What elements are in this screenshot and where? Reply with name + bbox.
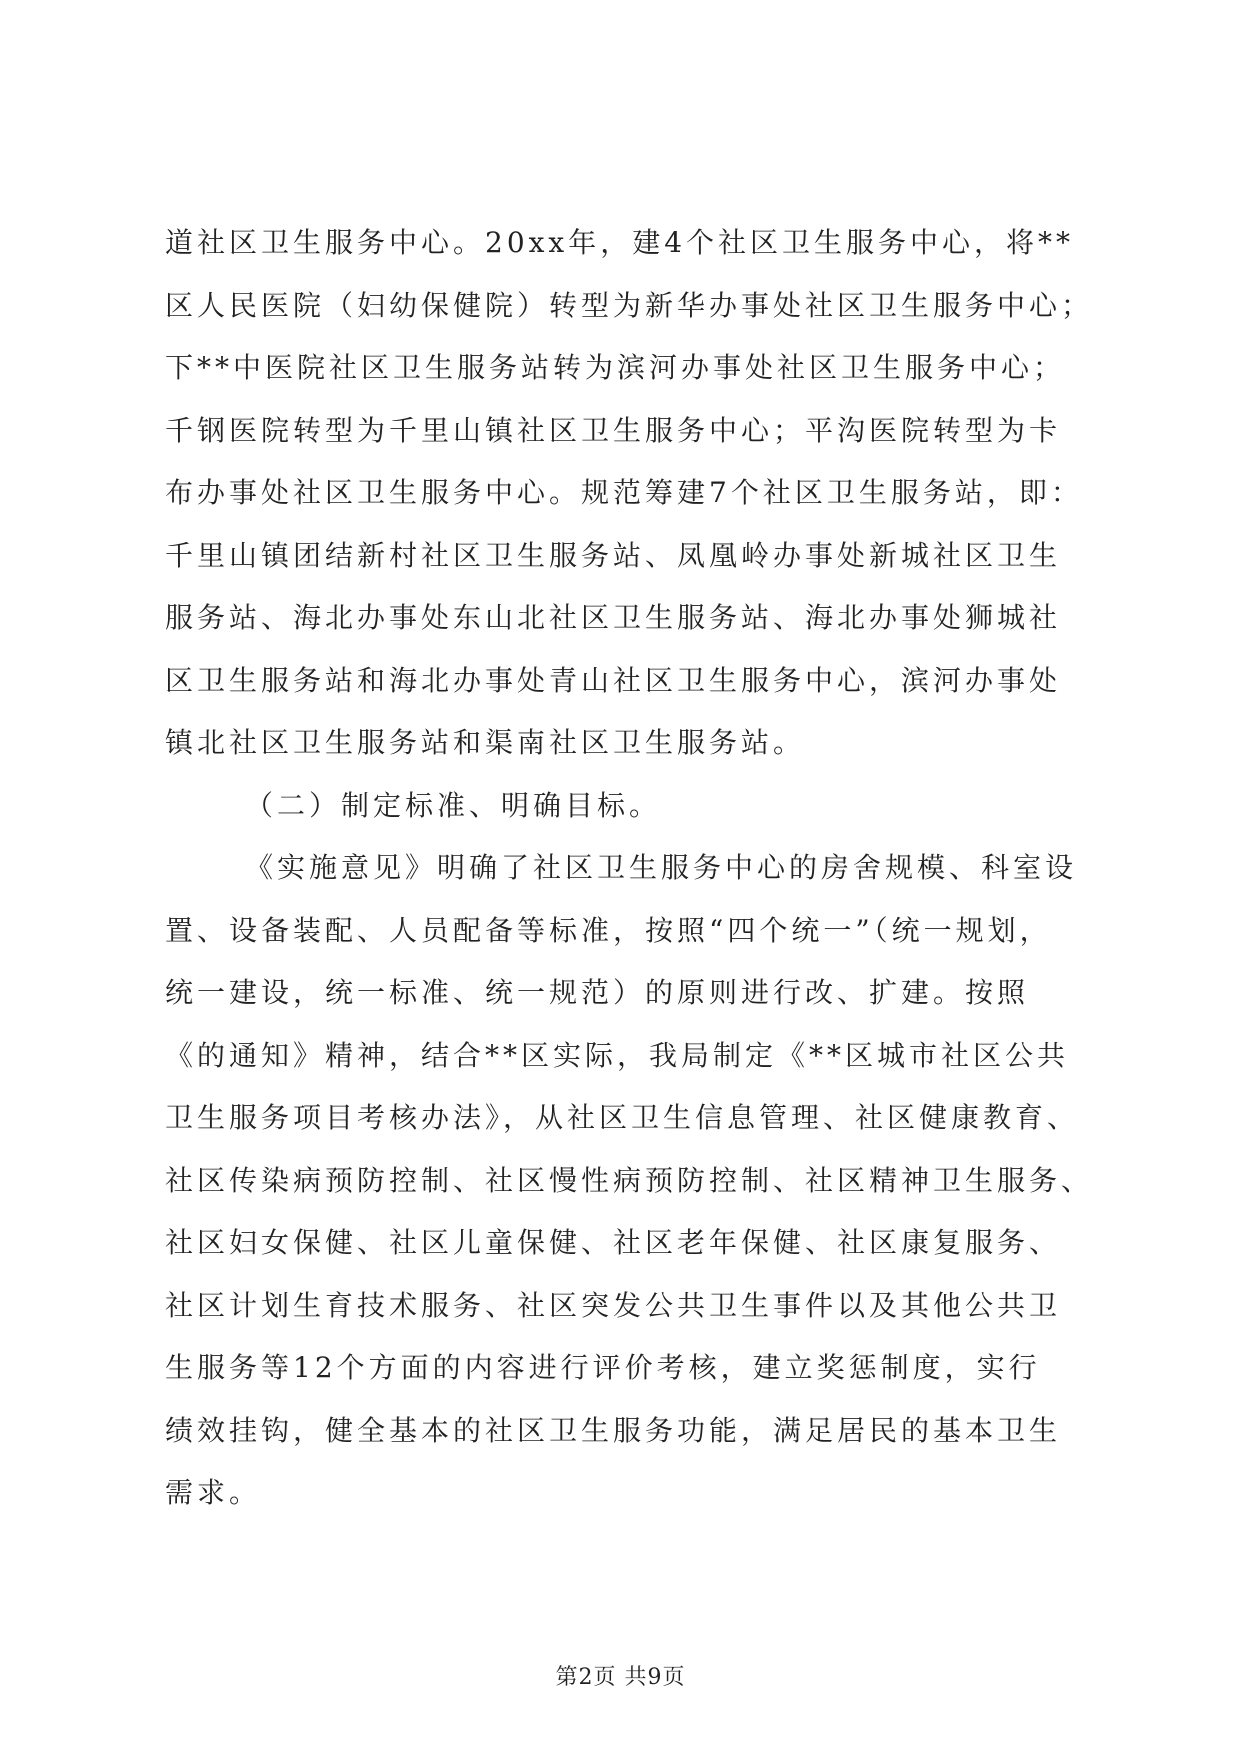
text-line: 区人民医院（妇幼保健院）转型为新华办事处社区卫生服务中心；: [165, 288, 1094, 322]
text-line: 需求。: [165, 1476, 262, 1509]
text-line: 社区传染病预防控制、社区慢性病预防控制、社区精神卫生服务、: [165, 1163, 1094, 1197]
text-line: 置、设备装配、人员配备等标准，按照“四个统一”（统一规划，: [165, 913, 1052, 947]
text-line: 道社区卫生服务中心。20xx年，建4个社区卫生服务中心，将**: [165, 226, 1075, 259]
text-line: 下**中医院社区卫生服务站转为滨河办事处社区卫生服务中心；: [165, 351, 1066, 384]
text-line: 卫生服务项目考核办法》，从社区卫生信息管理、社区健康教育、: [165, 1101, 1080, 1134]
page-number-footer: 第2页 共9页: [555, 1665, 686, 1690]
text-line: 千里山镇团结新村社区卫生服务站、凤凰岭办事处新城社区卫生: [165, 538, 1062, 572]
text-line: 《的通知》精神，结合**区实际，我局制定《**区城市社区公共: [165, 1038, 1070, 1072]
section-heading: （二）制定标准、明确目标。: [245, 788, 662, 822]
text-line: 镇北社区卫生服务站和渠南社区卫生服务站。: [165, 726, 806, 759]
document-body: [165, 212, 1094, 1525]
text-line: 区卫生服务站和海北办事处青山社区卫生服务中心，滨河办事处: [165, 663, 1062, 697]
text-line: 生服务等12个方面的内容进行评价考核，建立奖惩制度，实行: [165, 1351, 1041, 1384]
text-line: 社区妇女保健、社区儿童保健、社区老年保健、社区康复服务、: [165, 1226, 1062, 1259]
paragraph-first-line: 《实施意见》明确了社区卫生服务中心的房舍规模、科室设: [245, 851, 1078, 884]
text-line: 布办事处社区卫生服务中心。规范筹建7个社区卫生服务站，即：: [165, 476, 1083, 509]
text-line: 绩效挂钩，健全基本的社区卫生服务功能，满足居民的基本卫生: [165, 1413, 1062, 1447]
text-line: 千钢医院转型为千里山镇社区卫生服务中心；平沟医院转型为卡: [165, 413, 1062, 447]
text-line: 社区计划生育技术服务、社区突发公共卫生事件以及其他公共卫: [165, 1288, 1062, 1322]
text-line: 统一建设，统一标准、统一规范）的原则进行改、扩建。按照: [165, 976, 1030, 1009]
text-line: 服务站、海北办事处东山北社区卫生服务站、海北办事处狮城社: [165, 601, 1062, 634]
